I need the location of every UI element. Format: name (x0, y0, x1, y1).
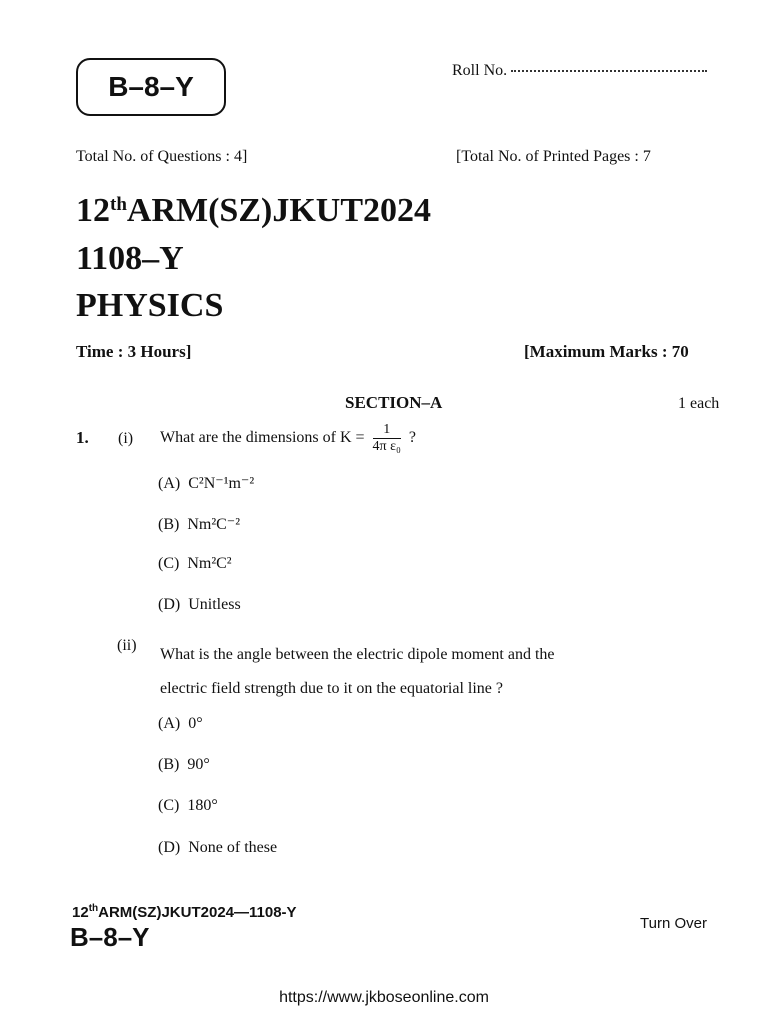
option-label: (D) (158, 839, 181, 856)
question-number: 1. (76, 428, 89, 447)
option-label: (A) (158, 475, 181, 492)
roll-number-label: Roll No. (452, 62, 508, 79)
option-text: 0° (188, 715, 203, 732)
section-marks: 1 each (678, 395, 720, 412)
option-ii-d (158, 839, 277, 857)
option-text: 180° (187, 797, 218, 814)
option-label: (D) (158, 596, 181, 613)
footer-code-sup: th (88, 903, 99, 914)
title-rest: ARM(SZ)JKUT2024 (126, 192, 432, 229)
option-text: Nm²C² (187, 555, 232, 572)
option-label: (A) (158, 715, 181, 732)
exam-title-line2: 1108–Y (76, 240, 184, 277)
option-text: 90° (187, 756, 210, 773)
total-pages: [Total No. of Printed Pages : 7 (456, 148, 651, 165)
option-text: C²N⁻¹m⁻² (188, 475, 255, 492)
part-i-text: What are the dimensions of K = (160, 429, 365, 447)
option-i-c (158, 555, 232, 573)
roll-number-field (452, 62, 707, 80)
option-i-a (158, 473, 254, 493)
title-prefix: 12 (76, 192, 110, 229)
roll-number-blank (511, 70, 707, 72)
fraction-denominator: 4π ε₀ (372, 439, 401, 454)
option-text: None of these (188, 839, 278, 856)
max-marks: [Maximum Marks : 70 (524, 342, 689, 361)
option-i-b (158, 514, 240, 534)
option-text: Nm²C⁻² (187, 516, 241, 533)
fraction (373, 422, 401, 455)
exam-time: Time : 3 Hours] (76, 342, 192, 361)
footer-paper-code: B–8–Y (70, 922, 150, 952)
part-ii-question-line2: electric field strength due to it on the equatorial line ? (160, 680, 503, 697)
part-i-question (160, 422, 416, 455)
option-ii-a (158, 715, 203, 733)
footer-code (72, 903, 297, 921)
title-sup: th (110, 194, 127, 215)
total-questions: Total No. of Questions : 4] (76, 148, 248, 165)
option-ii-c (158, 797, 218, 815)
option-label: (B) (158, 516, 180, 533)
part-i-label: (i) (118, 430, 134, 447)
section-title: SECTION–A (345, 393, 443, 412)
part-i-qmark: ? (408, 429, 416, 447)
option-ii-b (158, 756, 210, 774)
option-label: (C) (158, 555, 180, 572)
option-text: Unitless (188, 596, 241, 613)
footer-code-prefix: 12 (72, 904, 89, 921)
subject-title: PHYSICS (76, 287, 224, 324)
part-ii-label: (ii) (117, 637, 137, 654)
paper-code-box (76, 58, 226, 116)
part-ii-question-line1: What is the angle between the electric dipole moment and the (160, 646, 555, 663)
source-url: https://www.jkboseonline.com (279, 989, 489, 1006)
option-label: (C) (158, 797, 180, 814)
fraction-numerator: 1 (373, 422, 401, 439)
exam-title-line1 (76, 192, 431, 230)
paper-code: B–8–Y (108, 71, 194, 102)
footer-code-rest: ARM(SZ)JKUT2024—1108-Y (98, 904, 297, 921)
option-label: (B) (158, 756, 180, 773)
turn-over-label: Turn Over (640, 915, 707, 932)
option-i-d (158, 596, 241, 614)
